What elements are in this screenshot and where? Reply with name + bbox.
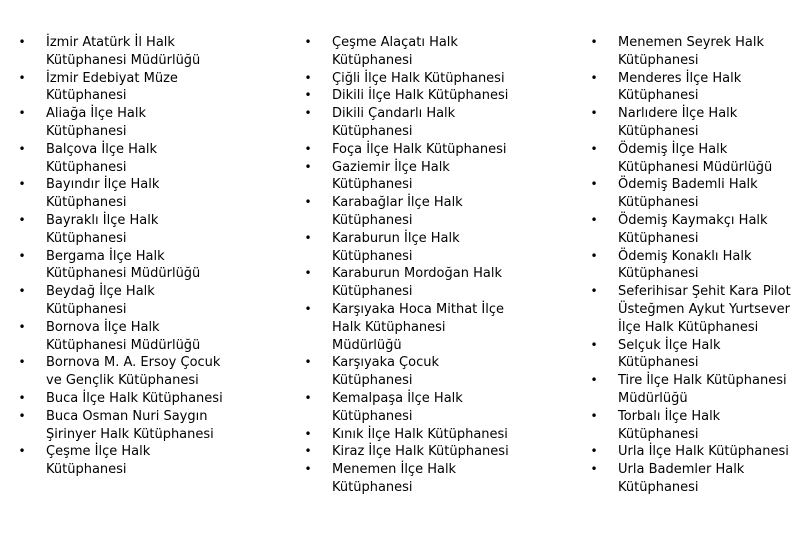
list-item	[298, 390, 578, 426]
library-name: Gaziemir İlçe Halk Kütüphanesi	[332, 159, 450, 193]
library-name: Kemalpaşa İlçe Halk Kütüphanesi	[332, 390, 463, 424]
bullet-icon: •	[304, 88, 312, 103]
library-name: Narlıdere İlçe Halk Kütüphanesi	[618, 106, 738, 139]
list-item	[12, 319, 274, 355]
library-name: Balçova İlçe Halk Kütüphanesi	[46, 141, 157, 175]
bullet-icon: •	[590, 444, 598, 459]
bullet-icon: •	[304, 462, 312, 477]
list-item	[298, 443, 578, 461]
list-item	[298, 87, 578, 105]
bullet-icon: •	[590, 106, 598, 121]
bullet-icon: •	[590, 284, 598, 299]
list-item	[298, 461, 578, 497]
list-item	[298, 159, 578, 195]
list-item	[584, 34, 796, 70]
list-item	[584, 443, 796, 461]
bullet-icon: •	[590, 373, 598, 388]
bullet-icon: •	[304, 390, 312, 405]
library-name: Kiraz İlçe Halk Kütüphanesi	[332, 444, 509, 460]
library-name: Menderes İlçe Halk Kütüphanesi	[618, 70, 742, 104]
list-item	[298, 301, 578, 354]
bullet-icon: •	[590, 212, 598, 227]
list-item	[12, 105, 274, 141]
list-item	[584, 105, 796, 141]
bullet-icon: •	[304, 159, 312, 174]
library-name: Karşıyaka Çocuk Kütüphanesi	[332, 355, 439, 389]
library-name: Dikili İlçe Halk Kütüphanesi	[332, 88, 509, 104]
library-list-column-1	[12, 34, 274, 479]
library-name: Kınık İlçe Halk Kütüphanesi	[332, 426, 508, 442]
list-item	[298, 354, 578, 390]
list-item	[298, 105, 578, 141]
library-name: Selçuk İlçe Halk Kütüphanesi	[618, 337, 721, 371]
bullet-icon: •	[590, 35, 598, 49]
bullet-icon: •	[590, 141, 598, 156]
library-name: Menemen Seyrek Halk Kütüphanesi	[618, 35, 765, 68]
list-item	[584, 337, 796, 373]
list-item	[298, 194, 578, 230]
list-item	[12, 212, 274, 248]
bullet-icon: •	[304, 35, 312, 49]
library-name: Ödemiş İlçe Halk Kütüphanesi Müdürlüğü	[618, 141, 773, 175]
bullet-icon: •	[304, 301, 312, 316]
list-item	[584, 176, 796, 212]
list-item	[298, 230, 578, 266]
bullet-icon: •	[18, 408, 26, 423]
bullet-icon: •	[304, 444, 312, 459]
list-item	[298, 265, 578, 301]
library-list-column-3	[584, 34, 796, 497]
list-item	[584, 141, 796, 177]
library-name: İzmir Atatürk İl Halk Kütüphanesi Müdürlüğü	[46, 35, 201, 68]
list-item	[298, 34, 578, 70]
bullet-icon: •	[590, 408, 598, 423]
bullet-icon: •	[18, 355, 26, 370]
bullet-icon: •	[18, 177, 26, 192]
library-name: Buca Osman Nuri Saygın Şirinyer Halk Kütüphanesi	[46, 408, 214, 442]
bullet-icon: •	[304, 70, 312, 85]
bullet-icon: •	[304, 141, 312, 156]
list-item	[12, 443, 274, 479]
library-name: Tire İlçe Halk Kütüphanesi Müdürlüğü	[618, 373, 787, 406]
library-name: Çiğli İlçe Halk Kütüphanesi	[332, 70, 505, 86]
library-name: Aliağa İlçe Halk Kütüphanesi	[46, 106, 147, 139]
library-name: Beydağ İlçe Halk Kütüphanesi	[46, 284, 155, 317]
library-name: Menemen İlçe Halk Kütüphanesi	[332, 462, 457, 495]
bullet-icon: •	[590, 462, 598, 477]
library-name: Buca İlçe Halk Kütüphanesi	[46, 390, 223, 406]
bullet-icon: •	[18, 70, 26, 85]
list-item	[584, 212, 796, 248]
bullet-icon: •	[18, 390, 26, 405]
bullet-icon: •	[18, 212, 26, 227]
library-name: Karaburun Mordoğan Halk Kütüphanesi	[332, 266, 502, 300]
list-item	[12, 283, 274, 319]
library-name: Çeşme İlçe Halk Kütüphanesi	[46, 444, 151, 478]
bullet-icon: •	[18, 444, 26, 459]
library-name: Urla Bademler Halk Kütüphanesi	[618, 462, 745, 495]
bullet-icon: •	[304, 426, 312, 441]
list-item	[584, 408, 796, 444]
library-name: Urla İlçe Halk Kütüphanesi	[618, 444, 789, 460]
list-item	[12, 354, 274, 390]
library-name: Torbalı İlçe Halk Kütüphanesi	[618, 408, 721, 442]
bullet-icon: •	[590, 177, 598, 192]
bullet-icon: •	[18, 141, 26, 156]
library-list-column-2	[298, 34, 578, 497]
list-item	[584, 283, 796, 336]
library-name: Karabağlar İlçe Halk Kütüphanesi	[332, 195, 463, 228]
library-name: Karşıyaka Hoca Mithat İlçe Halk Kütüphanesi Müdürlüğü	[332, 301, 504, 353]
bullet-icon: •	[590, 70, 598, 85]
list-item	[584, 70, 796, 106]
bullet-icon: •	[18, 319, 26, 334]
library-name: Bornova M. A. Ersoy Çocuk ve Gençlik Kütüphanesi	[46, 355, 221, 389]
bullet-icon: •	[590, 248, 598, 263]
bullet-icon: •	[304, 230, 312, 245]
library-name: Dikili Çandarlı Halk Kütüphanesi	[332, 106, 456, 139]
list-item	[12, 141, 274, 177]
bullet-icon: •	[18, 106, 26, 121]
list-item	[298, 426, 578, 444]
bullet-icon: •	[590, 337, 598, 352]
list-item	[12, 176, 274, 212]
list-item	[584, 372, 796, 408]
list-item	[298, 70, 578, 88]
bullet-icon: •	[304, 355, 312, 370]
library-name: Seferihisar Şehit Kara Pilot Üsteğmen Aykut Yurtsever İlçe Halk Kütüphanesi	[618, 284, 791, 335]
list-item	[12, 390, 274, 408]
library-name: Ödemiş Bademli Halk Kütüphanesi	[618, 177, 758, 211]
library-name: Bornova İlçe Halk Kütüphanesi Müdürlüğü	[46, 319, 201, 353]
library-name: İzmir Edebiyat Müze Kütüphanesi	[46, 70, 178, 104]
list-item	[584, 461, 796, 497]
library-name: Bayraklı İlçe Halk Kütüphanesi	[46, 212, 159, 246]
list-item	[12, 34, 274, 70]
bullet-icon: •	[18, 35, 26, 49]
library-name: Bayındır İlçe Halk Kütüphanesi	[46, 177, 160, 211]
bullet-icon: •	[304, 266, 312, 281]
list-item	[298, 141, 578, 159]
library-name: Çeşme Alaçatı Halk Kütüphanesi	[332, 35, 458, 68]
bullet-icon: •	[18, 284, 26, 299]
list-item	[12, 408, 274, 444]
library-name: Bergama İlçe Halk Kütüphanesi Müdürlüğü	[46, 248, 201, 282]
list-item	[12, 248, 274, 284]
bullet-icon: •	[304, 106, 312, 121]
library-name: Foça İlçe Halk Kütüphanesi	[332, 141, 507, 157]
library-name: Karaburun İlçe Halk Kütüphanesi	[332, 230, 460, 264]
library-name: Ödemiş Konaklı Halk Kütüphanesi	[618, 248, 752, 282]
list-item	[12, 70, 274, 106]
list-item	[584, 248, 796, 284]
library-name: Ödemiş Kaymakçı Halk Kütüphanesi	[618, 212, 768, 246]
bullet-icon: •	[304, 195, 312, 210]
bullet-icon: •	[18, 248, 26, 263]
